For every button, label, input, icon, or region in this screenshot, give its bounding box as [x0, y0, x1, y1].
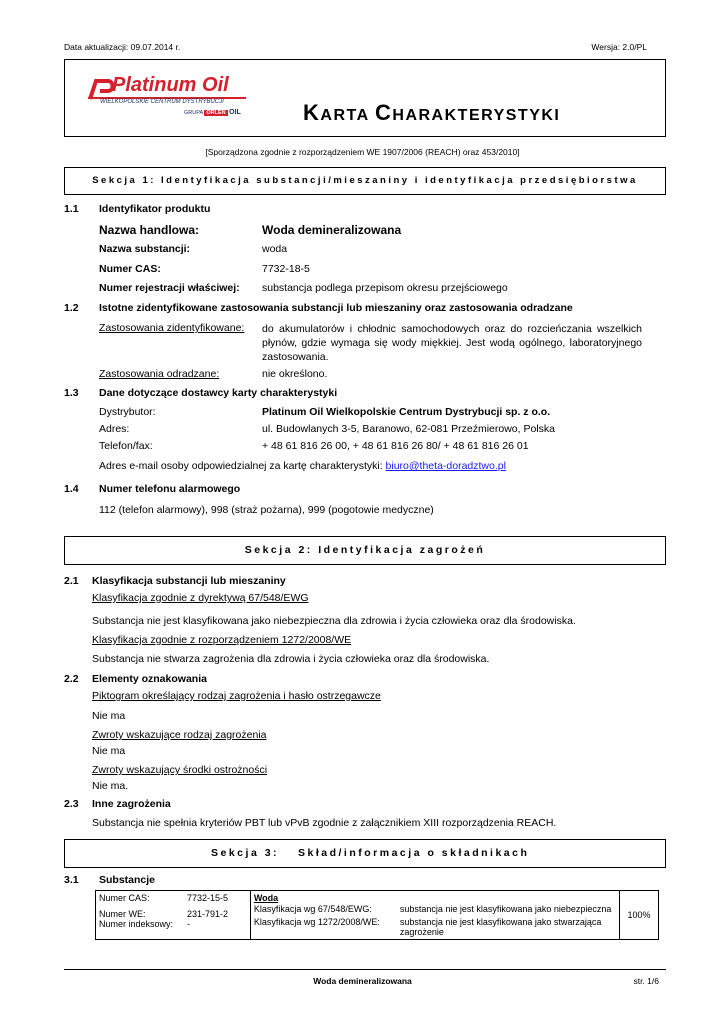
s21-title: Klasyfikacja substancji lub mieszaniny — [92, 575, 286, 587]
page-title — [303, 100, 560, 126]
title-arta: ARTA — [320, 107, 375, 124]
cas-row — [99, 893, 247, 903]
dir-label: Klasyfikacja zgodnie z dyrektywą 67/548/EWG — [92, 592, 309, 604]
s22-title: Elementy oznakowania — [92, 673, 207, 685]
substance-name-label: Nazwa substancji: — [99, 243, 191, 255]
section2-title: Sekcja 2: Identyfikacja zagrożeń — [244, 544, 486, 556]
pictogram-value: Nie ma — [92, 710, 126, 722]
logo-group — [184, 109, 241, 116]
phone-value: + 48 61 816 26 00, + 48 61 816 26 80/ + 48 61 816 26 01 — [262, 440, 529, 452]
reg-classification-label: Klasyfikacja zgodnie z rozporządzeniem 1272/2008/WE — [92, 634, 352, 646]
dir-text: Substancja nie jest klasyfikowana jako niebezpieczna dla zdrowia i życia człowieka oraz dla środowiska. — [92, 615, 576, 627]
email-line — [99, 460, 506, 472]
pictogram-label: Piktogram określający rodzaj zagrożenia i hasło ostrzegawcze — [92, 690, 381, 702]
section1-title: Sekcja 1: Identyfikacja substancji/mieszaniny i identyfikacja przedsiębiorstwa — [92, 175, 638, 186]
table-cas-value: 7732-15-5 — [187, 893, 229, 903]
substance-name-value: woda — [262, 243, 288, 255]
s11-title: Identyfikator produktu — [99, 203, 211, 215]
identified-uses-label: Zastosowania zidentyfikowane: — [99, 322, 245, 334]
footer-product: Woda demineralizowana — [313, 976, 412, 986]
distributor-value: Platinum Oil Wielkopolskie Centrum Dystrybucji sp. z o.o. — [262, 406, 551, 418]
section3-title-a: Sekcja 3: — [211, 847, 280, 859]
section3-title-b: Skład/informacja o składnikach — [298, 847, 530, 859]
class2-row — [254, 917, 616, 937]
logo-group-name: ORLEN — [206, 110, 226, 116]
identifiers-cell — [96, 891, 251, 940]
s14-title: Numer telefonu alarmowego — [99, 483, 241, 495]
logo-group-prefix: GRUPA — [184, 110, 203, 116]
class1-row — [254, 904, 616, 914]
hazard-label: Zwroty wskazujące rodzaj zagrożenia — [92, 729, 267, 741]
update-date: Data aktualizacji: 09.07.2014 r. — [64, 42, 181, 52]
table-class1-value: substancja nie jest klasyfikowana jako niebezpieczna — [399, 904, 612, 914]
reg-classification-text: Substancja nie stwarza zagrożenia dla zdrowia i życia człowieka oraz dla środowiska. — [92, 653, 490, 665]
table-class2-label: Klasyfikacja wg 1272/2008/WE: — [253, 917, 380, 927]
logo-group-suffix: OIL — [229, 109, 241, 116]
table-we-label: Numer WE: — [99, 909, 146, 919]
company-logo — [88, 75, 250, 125]
table-row — [96, 891, 659, 940]
s21-num: 2.1 — [64, 575, 79, 587]
advised-against-value: nie określono. — [262, 368, 328, 380]
title-k: K — [303, 100, 321, 125]
distributor-label: Dystrybutor: — [99, 406, 156, 418]
email-link[interactable]: biuro@theta-doradztwo.pl — [385, 460, 506, 472]
version: Wersja: 2.0/PL — [591, 42, 647, 52]
title-harakterystyki: HARAKTERYSTYKI — [392, 107, 561, 124]
we-row — [99, 909, 247, 919]
reg-value: substancja podlega przepisom okresu przejściowego — [262, 282, 508, 294]
advised-against-label: Zastosowania odradzane: — [99, 368, 220, 380]
s13-num: 1.3 — [64, 387, 79, 399]
table-we-value: 231-791-2 — [187, 909, 229, 919]
trade-name-value: Woda demineralizowana — [262, 223, 402, 237]
classification-cell — [250, 891, 619, 940]
table-substance-name: Woda — [253, 893, 279, 903]
title-c: C — [375, 100, 393, 125]
s23-num: 2.3 — [64, 798, 79, 810]
reg-label: Numer rejestracji właściwej: — [99, 282, 240, 294]
precaution-label: Zwroty wskazujący środki ostrożności — [92, 764, 268, 776]
email-text: Adres e-mail osoby odpowiedzialnej za kartę charakterystyki: — [99, 460, 386, 472]
precaution-value: Nie ma. — [92, 780, 129, 792]
s23-title: Inne zagrożenia — [92, 798, 171, 810]
s11-num: 1.1 — [64, 203, 79, 215]
emergency-value: 112 (telefon alarmowy), 998 (straż pożarna), 999 (pogotowie medyczne) — [99, 504, 434, 516]
cas-label: Numer CAS: — [99, 263, 161, 275]
s31-title: Substancje — [99, 874, 156, 886]
s13-title: Dane dotyczące dostawcy karty charakterystyki — [99, 387, 338, 399]
s12-num: 1.2 — [64, 302, 79, 314]
table-cas-label: Numer CAS: — [99, 893, 150, 903]
logo-brand: Platinum Oil — [112, 74, 229, 96]
table-class1-label: Klasyfikacja wg 67/548/EWG: — [253, 904, 372, 914]
trade-name-label: Nazwa handlowa: — [99, 223, 200, 237]
table-index-label: Numer indeksowy: — [99, 919, 174, 929]
s12-title: Istotne zidentyfikowane zastosowania substancji lub mieszaniny oraz zastosowania odradzane — [99, 302, 573, 314]
identified-uses-value: do akumulatorów i chłodnic samochodowych oraz do rozcieńczania wszelkich płynów, gdzie wymaga się wody miękkiej. Jest wodą ogólnego, laboratoryjnego zastosowania. — [262, 323, 642, 363]
address-value: ul. Budowlanych 3-5, Baranowo, 62-081 Przeźmierowo, Polska — [262, 423, 555, 435]
index-row — [99, 919, 247, 929]
s14-num: 1.4 — [64, 483, 79, 495]
hazard-value: Nie ma — [92, 745, 126, 757]
percent-cell: 100% — [620, 891, 659, 940]
other-hazards-text: Substancja nie spełnia kryteriów PBT lub vPvB zgodnie z załącznikiem XIII rozporządzenia REACH. — [92, 817, 557, 829]
s22-num: 2.2 — [64, 673, 79, 685]
cas-value: 7732-18-5 — [262, 263, 310, 275]
substance-table — [95, 890, 659, 940]
address-label: Adres: — [99, 423, 130, 435]
table-class2-value: substancja nie jest klasyfikowana jako stwarzająca zagrożenie — [399, 917, 602, 937]
table-index-value: - — [187, 919, 190, 929]
page-number: str. 1/6 — [633, 976, 659, 986]
footer-divider — [64, 969, 666, 970]
logo-subtitle: WIELKOPOLSKIE CENTRUM DYSTRYBUCJI — [100, 99, 224, 105]
phone-label: Telefon/fax: — [99, 440, 153, 452]
regulation-note: [Sporządzona zgodnie z rozporządzeniem WE 1907/2006 (REACH) oraz 453/2010] — [205, 147, 520, 157]
s31-num: 3.1 — [64, 874, 79, 886]
